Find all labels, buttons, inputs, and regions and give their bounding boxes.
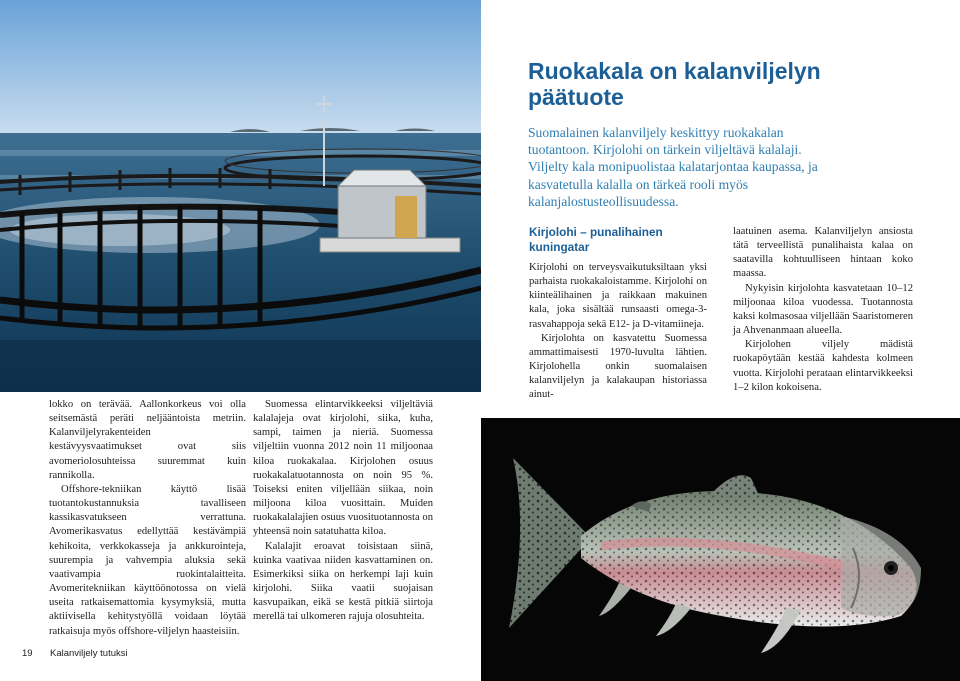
body-column-3	[529, 225, 707, 403]
fish-farm-photo	[0, 0, 481, 392]
body-paragraph: Kirjolohta on kasvatettu Suomessa ammattimaisesti 1970-luvulta lähtien. Kirjolohella onkin suomalaisen kalanviljelyn ja kalakaupan historiassa ainut-	[529, 332, 707, 401]
rainbow-trout-illustration	[481, 418, 960, 681]
fish-farm-illustration	[0, 0, 481, 392]
rainbow-trout-photo	[481, 418, 960, 681]
body-paragraph: Kalalajit eroavat toisistaan siinä, kuinka vaativaa niiden kasvattaminen on. Esimerkiksi siika on herkempi laji kuin kirjolohi. Siika vaatii suojaisan kasvupaikan, eikä se kestä pitkiä siirtoja merellä tai ulkomeren rajuja olosuhteita.	[253, 540, 433, 623]
body-paragraph: Suomessa elintarvikkeeksi viljeltäviä kalalajeja ovat kirjolohi, siika, kuha, sampi, taimen ja nieriä. Suomessa viljeltiin vuonna 2012 noin 11 miljoonaa kiloa ruokakalaa. Kirjolohen osuus ruokakalatuotannosta on noin 95 %. Toiseksi eniten viljellään siikaa, noin miljoona kiloa vuosittain. Muiden ruokakalalajien osuus vuosituotannosta on yhteensä noin satatuhatta kiloa.	[253, 399, 433, 538]
article-title: Ruokakala on kalanviljelyn päätuote	[528, 58, 821, 110]
body-paragraph: Kirjolohi on terveysvaikutuksiltaan yksi parhaista ruokakaloistamme. Kirjolohi on kiinteälihainen ja raikkaan makuinen kala, joka sisältää runsaasti omega-3-rasvahappoja sekä E12- ja D-vitamiineja.	[529, 262, 707, 330]
body-paragraph: Nykyisin kirjolohta kasvatetaan 10–12 miljoonaa kiloa vuodessa. Tuotannosta kaksi kolmasosaa viljellään Saaristomeren ja Ahvenanmaan alueella.	[733, 282, 913, 337]
article-lead: Suomalainen kalanviljely keskittyy ruokakalan tuotantoon. Kirjolohi on tärkein viljeltävä kalalaji. Viljelty kala monipuolistaa kalatarjontaa kaupassa, ja kasvatetulla kalalla on tärkeä rooli myös kalanjalostusteollisuudessa.	[528, 125, 818, 209]
body-paragraph: laatuinen asema. Kalanviljelyn ansiosta tätä terveellistä punalihaista kalaa on saatavilla kohtuulliseen hintaan koko maassa.	[733, 226, 913, 280]
publication-title: Kalanviljely tutuksi	[50, 648, 128, 659]
section-heading: Kirjolohi – punalihainen kuningatar	[529, 225, 663, 254]
body-column-1	[49, 398, 246, 639]
body-column-2	[253, 398, 433, 625]
body-column-4	[733, 225, 913, 395]
page-number: 19	[22, 648, 33, 659]
body-paragraph: Kirjolohen viljely mädistä ruokapöytään kestää kahdesta kolmeen vuotta. Kirjolohi perataan elintarvikkeeksi 1–2 kilon kokoisena.	[733, 339, 913, 393]
body-paragraph: lokko on terävää. Aallonkorkeus voi olla seitsemästä peräti neljääntoista metriin. Kalanviljelyrakenteiden kestävyysvaatimukset ovat siis avomeriolosuhteissa suuremmat kuin rannikolla.	[49, 399, 246, 481]
body-paragraph: Offshore-tekniikan käyttö lisää tuotantokustannuksia tavalliseen kassikasvatukseen verrattuna. Avomerikasvatus edellyttää kestävämpiä kehikoita, verkkokasseja ja ankkurointeja, suurempia ja vahvempia aluksia sekä vaativampia ruokintalaitteita. Avomeritekniikan käyttöönotossa on vielä useita ratkaisemattomia kysymyksiä, mutta aktiivisella kehitystyöllä voidaan löytää ratkaisuja myös offshore-viljelyn haasteisiin.	[49, 483, 246, 637]
